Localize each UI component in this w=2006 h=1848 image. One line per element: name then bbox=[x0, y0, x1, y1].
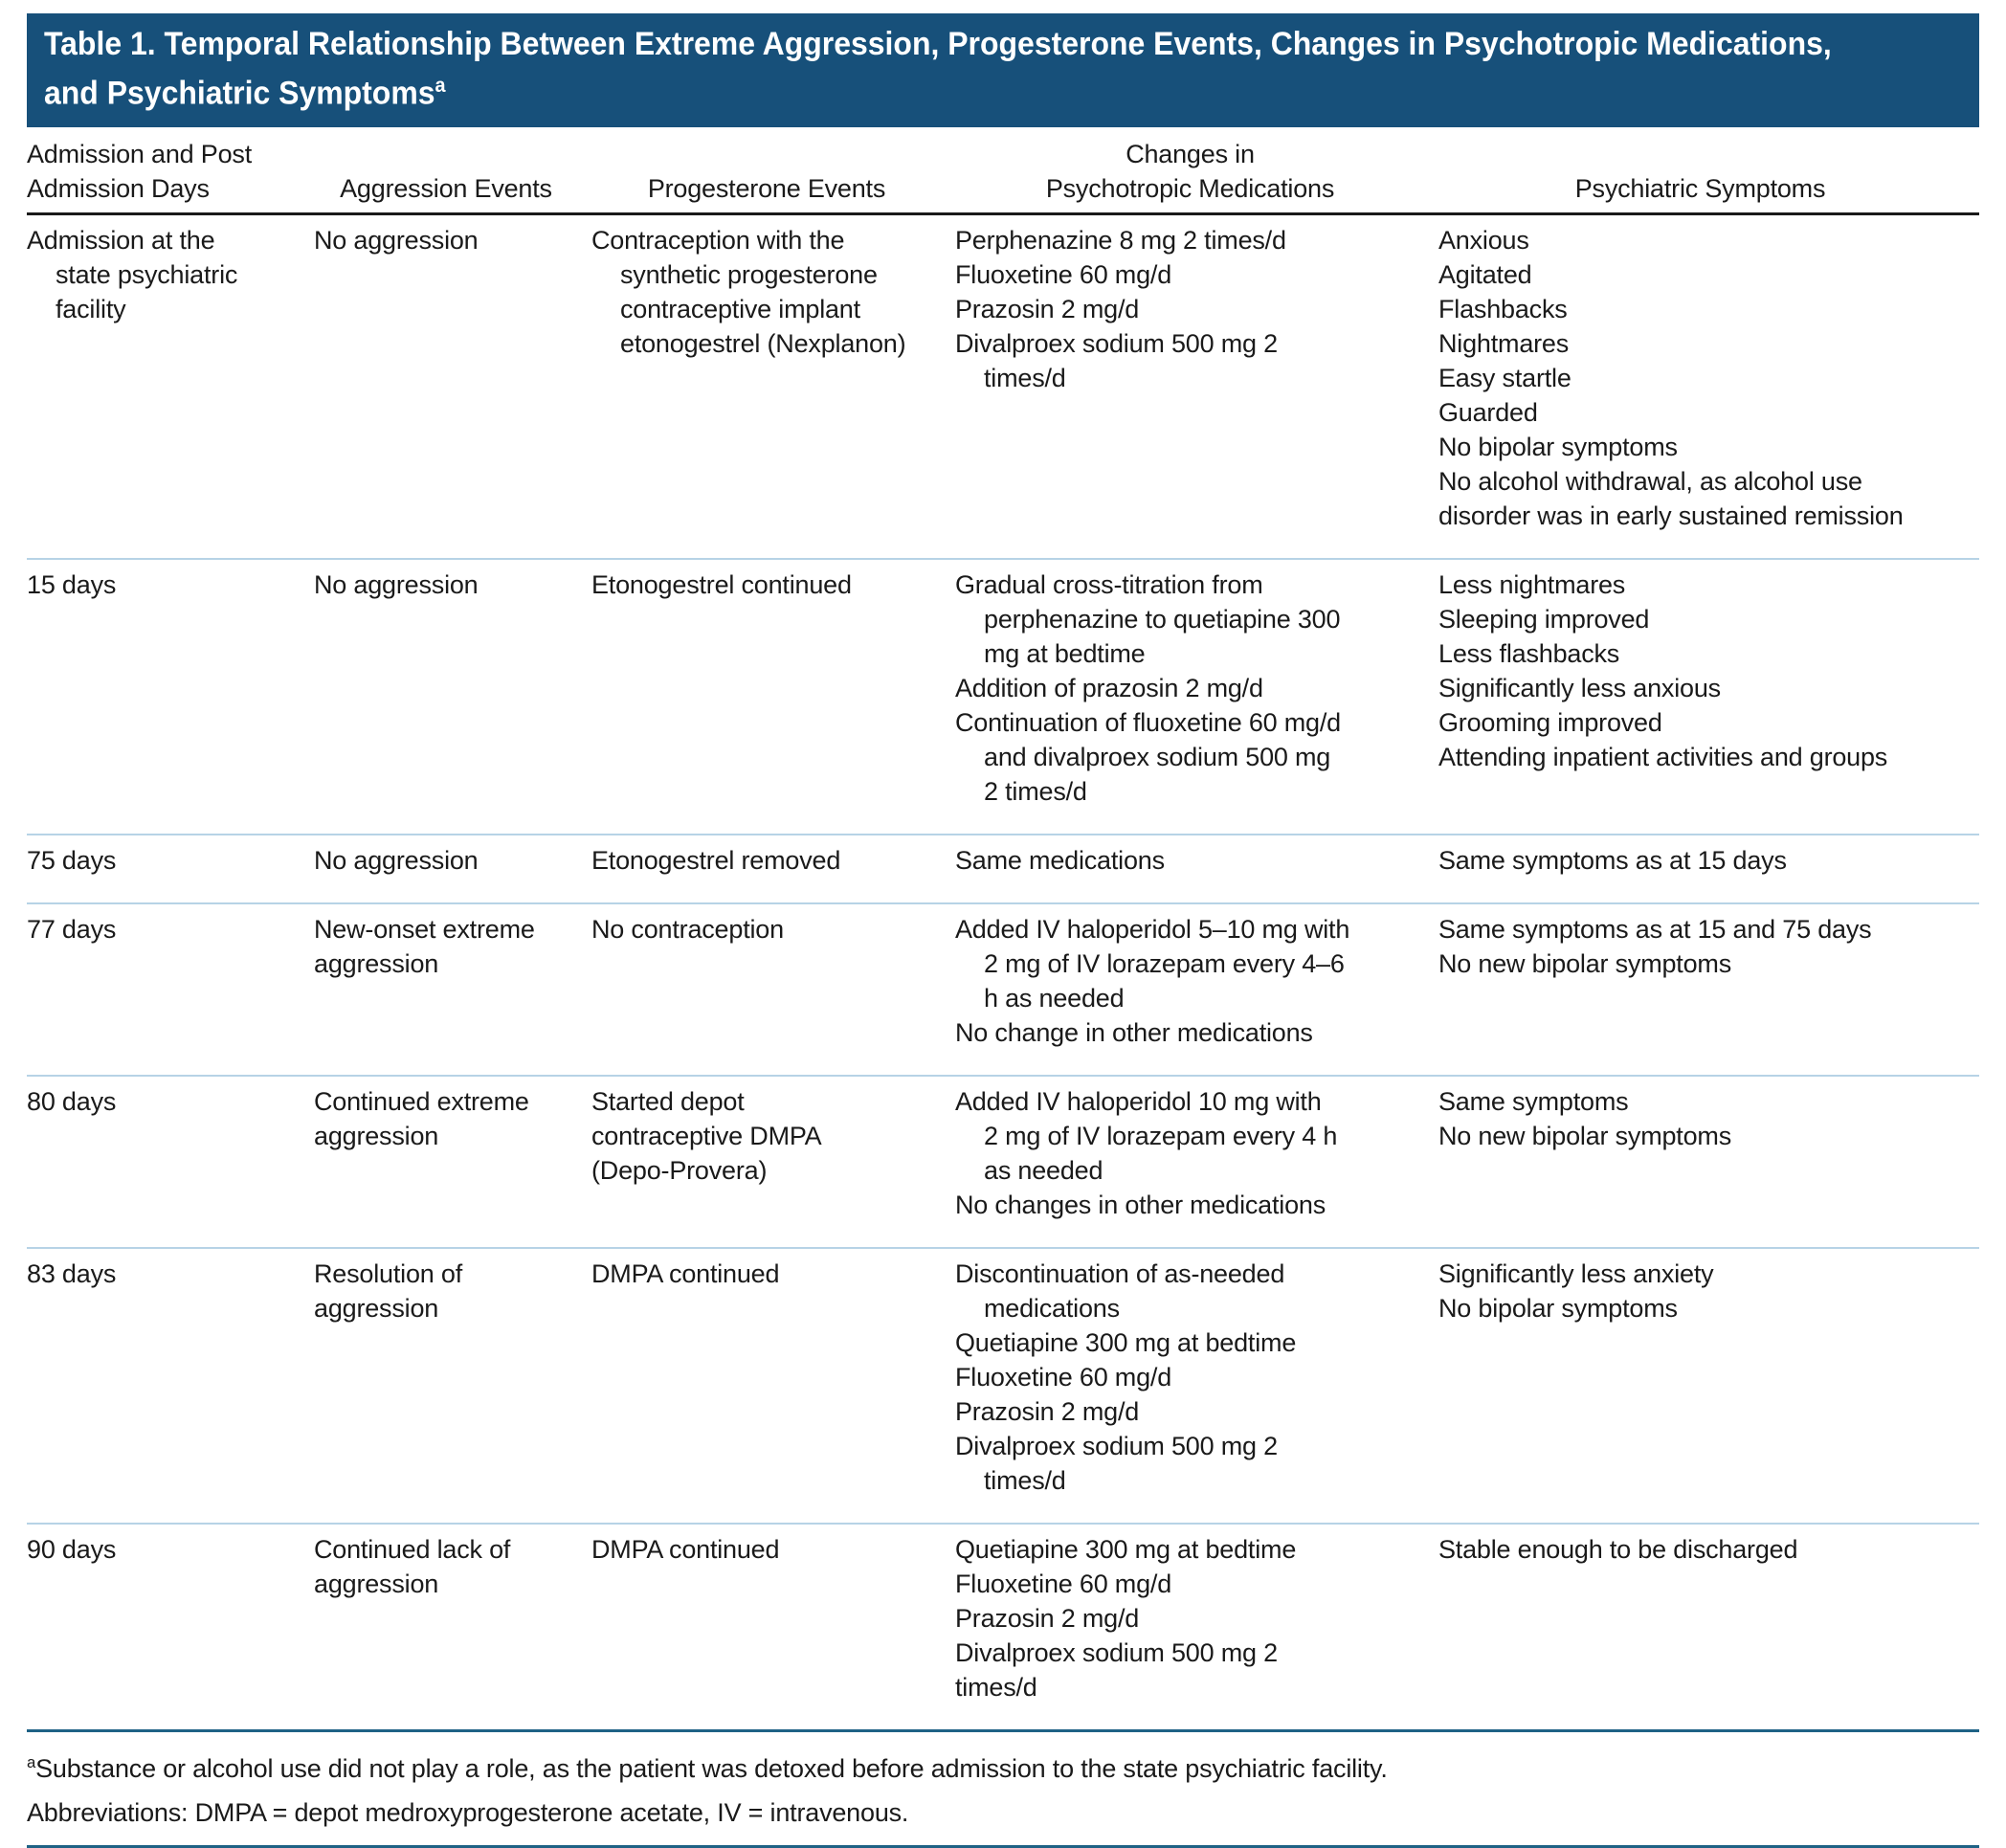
cell-line: Easy startle bbox=[1438, 364, 1571, 393]
cell-line: Addition of prazosin 2 mg/d bbox=[955, 674, 1263, 703]
column-header-symptoms bbox=[1438, 171, 1975, 206]
cell-line: 2 mg of IV lorazepam every 4 h bbox=[984, 1122, 1338, 1151]
table-title bbox=[44, 23, 1962, 114]
cell-line: 2 times/d bbox=[984, 777, 1087, 807]
cell-line: contraceptive implant bbox=[620, 295, 860, 324]
cell-aggression bbox=[314, 1249, 591, 1523]
cell-line: Contraception with the bbox=[591, 226, 845, 256]
cell-line: and divalproex sodium 500 mg bbox=[984, 743, 1331, 772]
footnote-a bbox=[27, 1744, 1979, 1788]
table-title-bar bbox=[27, 13, 1979, 127]
cell-symptoms bbox=[1438, 1249, 1975, 1523]
table-title-line: and Psychiatric Symptoms$^a$ bbox=[44, 75, 446, 112]
cell-line: etonogestrel (Nexplanon) bbox=[620, 329, 906, 359]
cell-days bbox=[27, 1077, 314, 1247]
cell-line: aggression bbox=[314, 1294, 439, 1324]
cell-line: Continued lack of bbox=[314, 1535, 511, 1565]
cell-progesterone bbox=[591, 560, 955, 834]
cell-line: Quetiapine 300 mg at bedtime bbox=[955, 1535, 1297, 1565]
cell-line: times/d bbox=[955, 1673, 1037, 1703]
cell-line: Nightmares bbox=[1438, 329, 1570, 359]
cell-aggression bbox=[314, 1077, 591, 1247]
cell-line: Prazosin 2 mg/d bbox=[955, 1397, 1140, 1427]
cell-line: Significantly less anxiety bbox=[1438, 1259, 1714, 1289]
table-footnotes bbox=[27, 1732, 1979, 1848]
cell-line: Discontinuation of as-needed bbox=[955, 1259, 1285, 1289]
cell-line: No new bipolar symptoms bbox=[1438, 1122, 1732, 1151]
cell-line: times/d bbox=[984, 364, 1066, 393]
cell-line: Less nightmares bbox=[1438, 570, 1626, 600]
cell-line: Same medications bbox=[955, 846, 1165, 876]
cell-line: No new bipolar symptoms bbox=[1438, 949, 1732, 979]
cell-line: Sleeping improved bbox=[1438, 605, 1650, 635]
cell-line: Fluoxetine 60 mg/d bbox=[955, 1570, 1172, 1599]
cell-line: Resolution of bbox=[314, 1259, 462, 1289]
footnote-a-marker: a bbox=[27, 1753, 36, 1772]
table-row bbox=[27, 215, 1979, 558]
cell-line: Attending inpatient activities and groups bbox=[1438, 743, 1888, 772]
cell-days bbox=[27, 1249, 314, 1523]
column-header-aggression bbox=[314, 171, 591, 206]
cell-line: Same symptoms as at 15 and 75 days bbox=[1438, 915, 1872, 945]
cell-line: New-onset extreme bbox=[314, 915, 535, 945]
cell-symptoms bbox=[1438, 1077, 1975, 1247]
cell-symptoms bbox=[1438, 215, 1975, 558]
column-header-line: Psychiatric Symptoms bbox=[1574, 174, 1826, 204]
cell-line: aggression bbox=[314, 949, 439, 979]
cell-line: 77 days bbox=[27, 915, 117, 945]
cell-line: (Depo-Provera) bbox=[591, 1156, 768, 1186]
cell-line: Admission at the bbox=[27, 226, 215, 256]
cell-medications bbox=[955, 835, 1438, 902]
cell-line: Fluoxetine 60 mg/d bbox=[955, 260, 1172, 290]
table-row bbox=[27, 1523, 1979, 1729]
cell-progesterone bbox=[591, 1525, 955, 1729]
cell-line: 80 days bbox=[27, 1087, 117, 1117]
cell-line: Fluoxetine 60 mg/d bbox=[955, 1363, 1172, 1392]
cell-progesterone bbox=[591, 1249, 955, 1523]
cell-progesterone bbox=[591, 1077, 955, 1247]
table-body bbox=[27, 215, 1979, 1732]
cell-line: 75 days bbox=[27, 846, 117, 876]
cell-line: Same symptoms as at 15 days bbox=[1438, 846, 1787, 876]
cell-line: mg at bedtime bbox=[984, 639, 1146, 669]
table-row bbox=[27, 902, 1979, 1075]
cell-line: Added IV haloperidol 10 mg with bbox=[955, 1087, 1322, 1117]
cell-medications bbox=[955, 1249, 1438, 1523]
cell-line: Perphenazine 8 mg 2 times/d bbox=[955, 226, 1286, 256]
cell-line: 2 mg of IV lorazepam every 4–6 bbox=[984, 949, 1345, 979]
cell-symptoms bbox=[1438, 904, 1975, 1075]
cell-line: times/d bbox=[984, 1466, 1066, 1496]
cell-progesterone bbox=[591, 904, 955, 1075]
cell-line: Continued extreme bbox=[314, 1087, 529, 1117]
cell-aggression bbox=[314, 215, 591, 558]
column-header-medications bbox=[955, 137, 1438, 206]
cell-line: Etonogestrel removed bbox=[591, 846, 841, 876]
cell-line: No bipolar symptoms bbox=[1438, 1294, 1678, 1324]
cell-line: Gradual cross-titration from bbox=[955, 570, 1263, 600]
cell-symptoms bbox=[1438, 1525, 1975, 1729]
cell-line: No aggression bbox=[314, 570, 479, 600]
cell-days bbox=[27, 560, 314, 834]
cell-line: synthetic progesterone bbox=[620, 260, 878, 290]
cell-line: No aggression bbox=[314, 226, 479, 256]
cell-symptoms bbox=[1438, 835, 1975, 902]
cell-line: disorder was in early sustained remission bbox=[1438, 501, 1904, 531]
cell-symptoms bbox=[1438, 560, 1975, 834]
footnote-abbreviations bbox=[27, 1788, 1979, 1832]
cell-line: Added IV haloperidol 5–10 mg with bbox=[955, 915, 1350, 945]
footnote-a-text: Substance or alcohol use did not play a role, as the patient was detoxed before admission to the state psychiatric facility. bbox=[35, 1754, 1388, 1784]
table-title-superscript: a bbox=[435, 75, 446, 97]
cell-progesterone bbox=[591, 215, 955, 558]
cell-line: DMPA continued bbox=[591, 1259, 780, 1289]
cell-line: Guarded bbox=[1438, 398, 1538, 428]
cell-line: Divalproex sodium 500 mg 2 bbox=[955, 1432, 1278, 1461]
cell-line: Same symptoms bbox=[1438, 1087, 1629, 1117]
cell-medications bbox=[955, 904, 1438, 1075]
cell-days bbox=[27, 1525, 314, 1729]
cell-medications bbox=[955, 560, 1438, 834]
column-header-line: Psychotropic Medications bbox=[1045, 174, 1335, 204]
cell-line: Prazosin 2 mg/d bbox=[955, 295, 1140, 324]
table-row bbox=[27, 1247, 1979, 1523]
cell-aggression bbox=[314, 560, 591, 834]
cell-line: Divalproex sodium 500 mg 2 bbox=[955, 1638, 1278, 1668]
cell-line: Prazosin 2 mg/d bbox=[955, 1604, 1140, 1634]
column-header-progesterone bbox=[591, 171, 955, 206]
cell-line: Anxious bbox=[1438, 226, 1529, 256]
cell-line: Started depot bbox=[591, 1087, 745, 1117]
cell-line: DMPA continued bbox=[591, 1535, 780, 1565]
cell-line: No contraception bbox=[591, 915, 784, 945]
cell-line: Etonogestrel continued bbox=[591, 570, 852, 600]
cell-line: Quetiapine 300 mg at bedtime bbox=[955, 1328, 1297, 1358]
footnote-abbr-text: Abbreviations: DMPA = depot medroxyprogesterone acetate, IV = intravenous. bbox=[27, 1798, 909, 1828]
cell-line: perphenazine to quetiapine 300 bbox=[984, 605, 1341, 635]
cell-line: No aggression bbox=[314, 846, 479, 876]
cell-medications bbox=[955, 1525, 1438, 1729]
cell-days bbox=[27, 215, 314, 558]
cell-line: h as needed bbox=[984, 984, 1125, 1013]
cell-line: state psychiatric bbox=[56, 260, 238, 290]
cell-line: 83 days bbox=[27, 1259, 117, 1289]
column-header-line: Admission and Post bbox=[27, 140, 253, 169]
cell-aggression bbox=[314, 835, 591, 902]
cell-line: 15 days bbox=[27, 570, 117, 600]
cell-line: No alcohol withdrawal, as alcohol use bbox=[1438, 467, 1862, 497]
cell-line: as needed bbox=[984, 1156, 1103, 1186]
column-header-line: Progesterone Events bbox=[647, 174, 886, 204]
cell-line: aggression bbox=[314, 1122, 439, 1151]
cell-days bbox=[27, 904, 314, 1075]
cell-line: No changes in other medications bbox=[955, 1191, 1326, 1220]
cell-progesterone bbox=[591, 835, 955, 902]
table-title-line: Table 1. Temporal Relationship Between Extreme Aggression, Progesterone Events, Changes in Psychotropic Medications, bbox=[44, 26, 1832, 62]
column-header-line: Admission Days bbox=[27, 174, 210, 204]
table-row bbox=[27, 834, 1979, 902]
cell-line: medications bbox=[984, 1294, 1120, 1324]
cell-aggression bbox=[314, 1525, 591, 1729]
cell-line: aggression bbox=[314, 1570, 439, 1599]
cell-line: Stable enough to be discharged bbox=[1438, 1535, 1798, 1565]
column-header-line: Changes in bbox=[1126, 140, 1255, 169]
cell-line: contraceptive DMPA bbox=[591, 1122, 822, 1151]
cell-line: No bipolar symptoms bbox=[1438, 433, 1678, 462]
table-header-row bbox=[27, 127, 1979, 215]
cell-line: Flashbacks bbox=[1438, 295, 1568, 324]
table-row bbox=[27, 558, 1979, 834]
cell-line: Agitated bbox=[1438, 260, 1532, 290]
cell-line: Continuation of fluoxetine 60 mg/d bbox=[955, 708, 1341, 738]
cell-line: facility bbox=[56, 295, 126, 324]
cell-line: Grooming improved bbox=[1438, 708, 1662, 738]
cell-aggression bbox=[314, 904, 591, 1075]
cell-line: No change in other medications bbox=[955, 1018, 1313, 1048]
cell-line: Less flashbacks bbox=[1438, 639, 1620, 669]
cell-line: Significantly less anxious bbox=[1438, 674, 1721, 703]
column-header-days bbox=[27, 137, 314, 206]
cell-line: 90 days bbox=[27, 1535, 117, 1565]
cell-days bbox=[27, 835, 314, 902]
cell-medications bbox=[955, 1077, 1438, 1247]
column-header-line: Aggression Events bbox=[340, 174, 552, 204]
cell-medications bbox=[955, 215, 1438, 558]
table-row bbox=[27, 1075, 1979, 1247]
cell-line: Divalproex sodium 500 mg 2 bbox=[955, 329, 1278, 359]
